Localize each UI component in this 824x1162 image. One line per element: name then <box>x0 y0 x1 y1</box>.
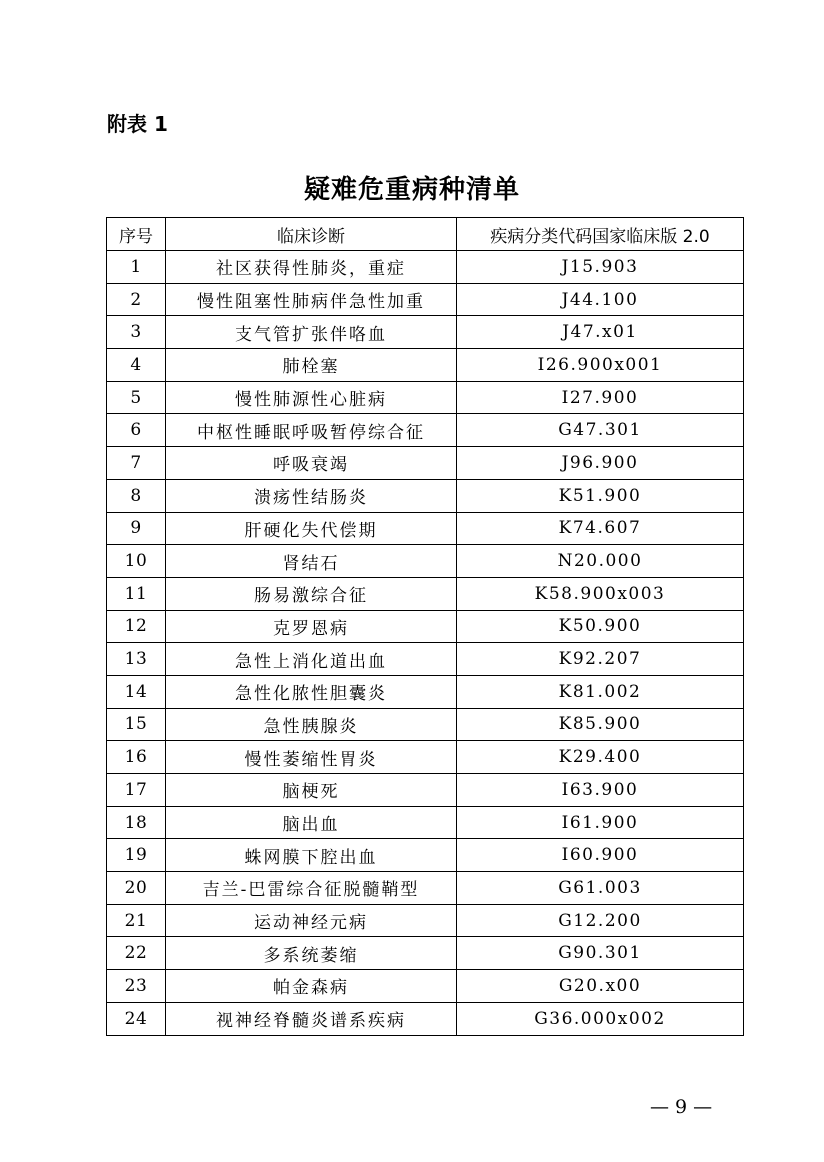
code-cell: K92.207 <box>457 643 744 676</box>
diagnosis-cell: 急性上消化道出血 <box>166 643 457 676</box>
code-cell: K58.900x003 <box>457 577 744 610</box>
table-row <box>107 447 744 480</box>
row-number-cell: 17 <box>107 774 166 807</box>
table-row <box>107 839 744 872</box>
diagnosis-cell: 脑出血 <box>166 806 457 839</box>
row-number-cell: 12 <box>107 610 166 643</box>
row-number-cell: 11 <box>107 577 166 610</box>
diagnosis-cell: 支气管扩张伴咯血 <box>166 316 457 349</box>
code-cell: I27.900 <box>457 381 744 414</box>
table-row <box>107 1002 744 1035</box>
code-cell: I60.900 <box>457 839 744 872</box>
table-row <box>107 937 744 970</box>
table-row <box>107 610 744 643</box>
row-number-cell: 15 <box>107 708 166 741</box>
code-cell: J96.900 <box>457 447 744 480</box>
row-number-cell: 5 <box>107 381 166 414</box>
code-cell: I26.900x001 <box>457 349 744 382</box>
table-body <box>107 251 744 1036</box>
diagnosis-cell: 肾结石 <box>166 545 457 578</box>
table-row <box>107 708 744 741</box>
table-row <box>107 774 744 807</box>
table-row <box>107 741 744 774</box>
table-row <box>107 675 744 708</box>
row-number-cell: 8 <box>107 479 166 512</box>
table-row <box>107 806 744 839</box>
diagnosis-cell: 急性胰腺炎 <box>166 708 457 741</box>
diagnosis-cell: 中枢性睡眠呼吸暂停综合征 <box>166 414 457 447</box>
row-number-cell: 6 <box>107 414 166 447</box>
table-header-row <box>107 218 744 251</box>
row-number-cell: 13 <box>107 643 166 676</box>
code-cell: G36.000x002 <box>457 1002 744 1035</box>
row-number-cell: 3 <box>107 316 166 349</box>
column-header-number: 序号 <box>107 218 166 251</box>
table-row <box>107 577 744 610</box>
diagnosis-cell: 慢性肺源性心脏病 <box>166 381 457 414</box>
diagnosis-cell: 慢性萎缩性胃炎 <box>166 741 457 774</box>
row-number-cell: 4 <box>107 349 166 382</box>
diagnosis-cell: 蛛网膜下腔出血 <box>166 839 457 872</box>
table-row <box>107 970 744 1003</box>
table-row <box>107 251 744 284</box>
code-cell: K85.900 <box>457 708 744 741</box>
table-row <box>107 283 744 316</box>
code-cell: J44.100 <box>457 283 744 316</box>
row-number-cell: 18 <box>107 806 166 839</box>
table-row <box>107 512 744 545</box>
table-row <box>107 479 744 512</box>
table-row <box>107 904 744 937</box>
diagnosis-cell: 呼吸衰竭 <box>166 447 457 480</box>
diagnosis-cell: 视神经脊髓炎谱系疾病 <box>166 1002 457 1035</box>
disease-list-table <box>106 217 744 1036</box>
diagnosis-cell: 急性化脓性胆囊炎 <box>166 675 457 708</box>
code-cell: K81.002 <box>457 675 744 708</box>
code-cell: K29.400 <box>457 741 744 774</box>
document-title: 疑难危重病种清单 <box>303 175 520 205</box>
row-number-cell: 23 <box>107 970 166 1003</box>
code-cell: G90.301 <box>457 937 744 970</box>
code-cell: J47.x01 <box>457 316 744 349</box>
row-number-cell: 22 <box>107 937 166 970</box>
table-row <box>107 414 744 447</box>
row-number-cell: 24 <box>107 1002 166 1035</box>
table-row <box>107 872 744 905</box>
column-header-diagnosis: 临床诊断 <box>166 218 457 251</box>
row-number-cell: 20 <box>107 872 166 905</box>
diagnosis-cell: 肠易激综合征 <box>166 577 457 610</box>
attachment-label: 附表 1 <box>107 112 168 136</box>
row-number-cell: 2 <box>107 283 166 316</box>
diagnosis-cell: 多系统萎缩 <box>166 937 457 970</box>
diagnosis-cell: 肺栓塞 <box>166 349 457 382</box>
row-number-cell: 7 <box>107 447 166 480</box>
diagnosis-cell: 肝硬化失代偿期 <box>166 512 457 545</box>
row-number-cell: 21 <box>107 904 166 937</box>
table-row <box>107 349 744 382</box>
row-number-cell: 16 <box>107 741 166 774</box>
diagnosis-cell: 吉兰-巴雷综合征脱髓鞘型 <box>166 872 457 905</box>
table-row <box>107 643 744 676</box>
diagnosis-cell: 溃疡性结肠炎 <box>166 479 457 512</box>
table-row <box>107 545 744 578</box>
table-row <box>107 381 744 414</box>
column-header-code: 疾病分类代码国家临床版 2.0 <box>457 218 744 251</box>
diagnosis-cell: 社区获得性肺炎，重症 <box>166 251 457 284</box>
diagnosis-cell: 运动神经元病 <box>166 904 457 937</box>
row-number-cell: 9 <box>107 512 166 545</box>
code-cell: J15.903 <box>457 251 744 284</box>
diagnosis-cell: 慢性阻塞性肺病伴急性加重 <box>166 283 457 316</box>
row-number-cell: 10 <box>107 545 166 578</box>
code-cell: G12.200 <box>457 904 744 937</box>
diagnosis-cell: 脑梗死 <box>166 774 457 807</box>
diagnosis-cell: 帕金森病 <box>166 970 457 1003</box>
code-cell: N20.000 <box>457 545 744 578</box>
row-number-cell: 19 <box>107 839 166 872</box>
code-cell: G61.003 <box>457 872 744 905</box>
code-cell: I63.900 <box>457 774 744 807</box>
code-cell: K50.900 <box>457 610 744 643</box>
table-row <box>107 316 744 349</box>
row-number-cell: 1 <box>107 251 166 284</box>
row-number-cell: 14 <box>107 675 166 708</box>
code-cell: G47.301 <box>457 414 744 447</box>
code-cell: K74.607 <box>457 512 744 545</box>
page-number: — 9 — <box>650 1096 713 1118</box>
code-cell: G20.x00 <box>457 970 744 1003</box>
code-cell: K51.900 <box>457 479 744 512</box>
code-cell: I61.900 <box>457 806 744 839</box>
diagnosis-cell: 克罗恩病 <box>166 610 457 643</box>
